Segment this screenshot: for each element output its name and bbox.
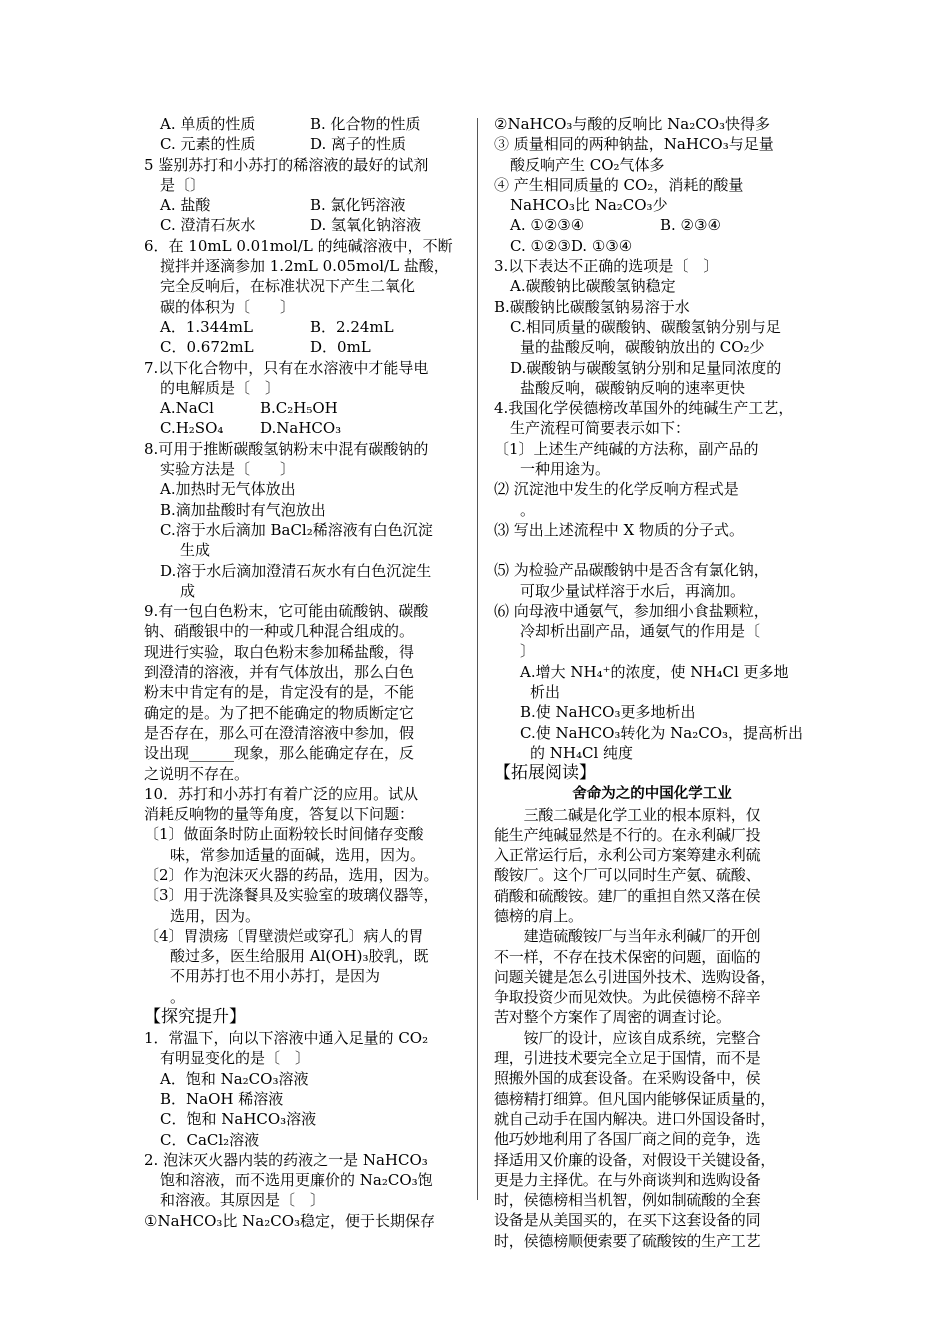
section-heading: 【探究提升】 <box>144 1007 246 1028</box>
text-line: A.加热时无气体放出 <box>160 480 296 499</box>
text-line <box>144 195 464 215</box>
text-line: 搅拌并逐滴参加 1.2mL 0.05mol/L 盐酸， <box>160 257 449 276</box>
right-column <box>494 114 810 1251</box>
text-line: NaHCO₃比 Na₂CO₃少 <box>510 196 668 215</box>
text-line: 能生产纯碱显然是不行的。在永利碱厂投 <box>494 825 761 844</box>
text-line <box>144 398 464 418</box>
text-line: 〔4〕胃溃疡〔胃壁溃烂或穿孔〕病人的胃 <box>144 926 424 945</box>
text-line: 析出 <box>530 683 561 702</box>
option-text: B. 化合物的性质 <box>310 115 421 133</box>
text-line: 争取投资少而见效快。为此侯德榜不辞辛 <box>494 988 761 1007</box>
text-line: 不用苏打也不用小苏打，是因为 <box>170 967 381 986</box>
option-text: B.C₂H₅OH <box>260 399 338 418</box>
option-text: A．1.344mL <box>160 317 253 336</box>
text-line: 德榜精打细算。但凡国内能够保证质量的， <box>494 1089 776 1108</box>
text-line <box>144 114 464 134</box>
text-line: 实验方法是〔 〕 <box>160 460 296 479</box>
option-text: B．2.24mL <box>310 317 394 336</box>
text-line: C. ①②③D. ①③④ <box>510 236 633 255</box>
text-line: ⑶ 写出上述流程中 X 物质的分子式。 <box>494 520 744 539</box>
text-line: 的电解质是〔 〕 <box>160 378 281 397</box>
text-line: 硝酸和硫酸铵。建厂的重担自然又落在侯 <box>494 886 761 905</box>
text-line: 〔1〕做面条时防止面粉较长时间储存变酸 <box>144 825 424 844</box>
text-line: ①NaHCO₃比 Na₂CO₃稳定，便于长期保存 <box>144 1211 436 1230</box>
text-line: ⑹ 向母液中通氨气，参加细小食盐颗粒， <box>494 601 769 620</box>
text-line: 就自己动手在国内解决。进口外国设备时， <box>494 1109 776 1128</box>
text-line: 粉末中肯定有的是，肯定没有的是，不能 <box>144 683 415 702</box>
text-line: 和溶液。其原因是〔 〕 <box>160 1191 326 1210</box>
option-text: A.NaCl <box>160 399 214 418</box>
text-line: 问题关键是怎么引进国外技术、选购设备， <box>494 967 776 986</box>
text-line: 有明显变化的是〔 〕 <box>160 1049 311 1068</box>
article-title: 舍命为之的中国化学工业 <box>572 786 732 803</box>
text-line: 更是力主择优。在与外商谈判和选购设备 <box>494 1170 761 1189</box>
text-line: 生产流程可简要表示如下： <box>510 419 691 438</box>
text-line <box>144 134 464 154</box>
text-line: 。 <box>520 500 536 519</box>
option-text: C. 澄清石灰水 <box>160 216 256 235</box>
text-line: 1．常温下，向以下溶液中通入足量的 CO₂ <box>144 1029 429 1048</box>
option-text: C.H₂SO₄ <box>160 419 224 438</box>
text-line: 设备是从美国买的，在买下这套设备的同 <box>494 1211 761 1230</box>
text-line: 选用，因为。 <box>170 906 261 925</box>
text-line: ⑵ 沉淀池中发生的化学反响方程式是 <box>494 480 739 499</box>
text-line: 酸铵厂。这个厂可以同时生产氨、硫酸、 <box>494 866 761 885</box>
text-line: 时，侯德榜相当机智，例如制硫酸的全套 <box>494 1191 761 1210</box>
text-line: D.碳酸钠与碳酸氢钠分别和足量同浓度的 <box>510 358 782 377</box>
text-line <box>144 418 464 438</box>
option-text: B. 氯化钙溶液 <box>310 196 406 215</box>
text-line: 择适用又价廉的设备，对假设干关键设备， <box>494 1150 776 1169</box>
text-line: 的 NH₄Cl 纯度 <box>530 743 634 762</box>
option-text: C．0.672mL <box>160 338 254 357</box>
text-line: 之说明不存在。 <box>144 764 250 783</box>
text-line: 〔1〕上述生产纯碱的方法称，副产品的 <box>494 439 759 458</box>
text-line: 。 <box>170 987 186 1006</box>
text-line: ④ 产生相同质量的 CO₂，消耗的酸量 <box>494 175 744 194</box>
option-text: D.NaHCO₃ <box>260 419 342 438</box>
text-line: 盐酸反响，碳酸钠反响的速率更快 <box>520 378 746 397</box>
text-line: ③ 质量相同的两种钠盐，NaHCO₃与足量 <box>494 135 774 154</box>
text-line: 理，引进技术要完全立足于国情，而不是 <box>494 1049 761 1068</box>
text-line: 成 <box>180 581 196 600</box>
option-text: D. 氢氧化钠溶液 <box>310 216 422 235</box>
text-line: A.碳酸钠比碳酸氢钠稳定 <box>510 277 676 296</box>
text-line: 可取少量试样溶于水后，再滴加。 <box>520 581 746 600</box>
option-text: D. 离子的性质 <box>310 135 407 154</box>
text-line: 入正常运行后，永利公司方案筹建永利硫 <box>494 846 761 865</box>
text-line: 一种用途为。 <box>520 460 611 479</box>
text-line: 三酸二碱是化学工业的根本原料，仅 <box>494 805 761 824</box>
text-line: 味，常参加适量的面碱，选用，因为。 <box>170 845 426 864</box>
text-line: 德榜的肩上。 <box>494 906 583 925</box>
text-line: 〔2〕作为泡沫灭火器的药品，选用，因为。 <box>144 865 439 884</box>
text-line: 苦对整个方案作了周密的调查讨论。 <box>494 1008 731 1027</box>
text-line: B.滴加盐酸时有气泡放出 <box>160 500 326 519</box>
text-line: 生成 <box>180 541 211 560</box>
text-line: 量的盐酸反响，碳酸钠放出的 CO₂少 <box>520 338 765 357</box>
text-line <box>494 540 810 560</box>
text-line: ⑸ 为检验产品碳酸钠中是否含有氯化钠， <box>494 561 769 580</box>
text-line: 酸过多，医生给服用 Al(OH)₃胶乳，既 <box>170 947 429 966</box>
text-line: 不一样，不存在技术保密的问题，面临的 <box>494 947 761 966</box>
text-line: 酸反响产生 CO₂气体多 <box>510 155 665 174</box>
text-line: A.增大 NH₄⁺的浓度，使 NH₄Cl 更多地 <box>520 662 789 681</box>
text-line: C.使 NaHCO₃转化为 Na₂CO₃，提高析出 <box>520 723 804 742</box>
text-line: C.相同质量的碳酸钠、碳酸氢钠分别与足 <box>510 317 781 336</box>
text-line: D.溶于水后滴加澄清石灰水有白色沉淀生 <box>160 561 432 580</box>
text-line: 现进行实验，取白色粉末参加稀盐酸，得 <box>144 642 415 661</box>
text-line: B.碳酸钠比碳酸氢钠易溶于水 <box>494 297 690 316</box>
text-line <box>144 215 464 235</box>
option-text: A. 盐酸 <box>160 196 211 215</box>
text-line: B．NaOH 稀溶液 <box>160 1089 284 1108</box>
option-text: D．0mL <box>310 338 371 357</box>
section-heading: 【拓展阅读】 <box>494 763 596 784</box>
text-line: 到澄清的溶液，并有气体放出，那么白色 <box>144 663 415 682</box>
text-line: 建造硫酸铵厂与当年永利碱厂的开创 <box>494 927 761 946</box>
text-line: 〕 <box>520 642 536 661</box>
text-line: 铵厂的设计，应该自成系统，完整合 <box>494 1028 761 1047</box>
text-line: 9.有一包白色粉末，它可能由硫酸钠、碳酸 <box>144 602 429 621</box>
text-line: 冷却析出副产品，通氨气的作用是〔 <box>520 622 761 641</box>
text-line <box>494 215 810 235</box>
text-line: 他巧妙地利用了各国厂商之间的竞争，选 <box>494 1130 761 1149</box>
option-text: B. ②③④ <box>660 216 721 235</box>
text-line: 7.以下化合物中，只有在水溶液中才能导电 <box>144 358 429 377</box>
text-line: 照搬外国的成套设备。在采购设备中，侯 <box>494 1069 761 1088</box>
text-line: 确定的是。为了把不能确定的物质断定它 <box>144 703 415 722</box>
text-line: 完全反响后，在标准状况下产生二氧化 <box>160 277 416 296</box>
column-divider <box>477 118 478 1200</box>
text-line: 饱和溶液，而不选用更廉价的 Na₂CO₃饱 <box>160 1171 433 1190</box>
text-line: 3.以下表达不正确的选项是〔 〕 <box>494 257 719 276</box>
text-line <box>144 317 464 337</box>
text-line: 是否存在，那么可在澄清溶液中参加，假 <box>144 723 415 742</box>
option-text: A. 单质的性质 <box>160 115 256 133</box>
text-line: 钠、硝酸银中的一种或几种混合组成的。 <box>144 622 415 641</box>
text-line: A．饱和 Na₂CO₃溶液 <box>160 1069 309 1088</box>
text-line: 5 鉴别苏打和小苏打的稀溶液的最好的试剂 <box>144 155 429 174</box>
text-line: 8.可用于推断碳酸氢钠粉末中混有碳酸钠的 <box>144 439 429 458</box>
text-line: 6．在 10mL 0.01mol/L 的纯碱溶液中，不断 <box>144 236 453 255</box>
text-line: C．CaCl₂溶液 <box>160 1130 260 1149</box>
text-line: 碳的体积为〔 〕 <box>160 297 296 316</box>
text-line: B.使 NaHCO₃更多地析出 <box>520 703 696 722</box>
text-line: 10．苏打和小苏打有着广泛的应用。试从 <box>144 784 419 803</box>
option-text: A. ①②③④ <box>510 216 585 235</box>
text-line: 时，侯德榜顺便索要了硫酸铵的生产工艺 <box>494 1231 761 1250</box>
text-line: 4.我国化学侯德榜改革国外的纯碱生产工艺， <box>494 399 794 418</box>
text-line: C．饱和 NaHCO₃溶液 <box>160 1110 317 1129</box>
option-text: C. 元素的性质 <box>160 135 256 154</box>
text-line: 〔3〕用于洗涤餐具及实验室的玻璃仪器等， <box>144 886 439 905</box>
text-line: 设出现______现象，那么能确定存在，反 <box>144 744 415 763</box>
text-line: 是〔〕 <box>160 175 206 194</box>
left-column <box>144 114 464 1231</box>
text-line: 2. 泡沫灭火器内装的药液之一是 NaHCO₃ <box>144 1150 428 1169</box>
text-line <box>144 337 464 357</box>
text-line: ②NaHCO₃与酸的反响比 Na₂CO₃快得多 <box>494 115 771 133</box>
text-line: C.溶于水后滴加 BaCl₂稀溶液有白色沉淀 <box>160 520 433 539</box>
text-line: 消耗反响物的量等角度，答复以下问题： <box>144 805 415 824</box>
